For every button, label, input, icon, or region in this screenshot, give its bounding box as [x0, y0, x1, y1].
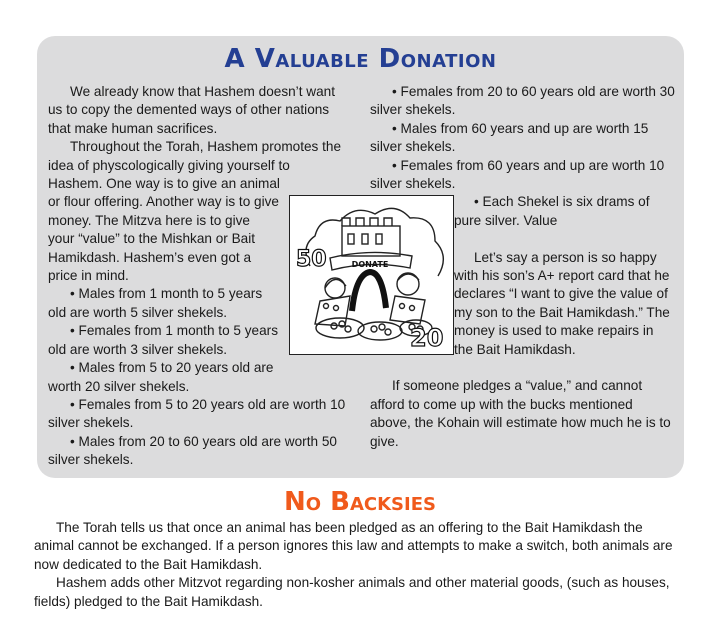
- list-item: • Males from 60 years and up are worth 15 silver shekels.: [370, 120, 649, 155]
- list-item: • Females from 1 month to 5 years old are worth 3 silver shekels.: [48, 323, 278, 357]
- number-20: 20: [410, 324, 444, 352]
- list-item: • Females from 20 to 60 years old are worth 30 silver shekels.: [370, 84, 675, 118]
- paragraph: Throughout the Torah, Hashem promotes the idea of physcologically giving yourself to: [48, 139, 342, 173]
- list-item: • Males from 20 to 60 years old are worth 50 silver shekels.: [48, 433, 337, 468]
- section-title-no-backsies: No Backsies: [284, 487, 436, 517]
- list-item: • Females from 60 years and up are worth 10 silver shekels.: [370, 157, 665, 192]
- section-title-valuable-donation: A Valuable Donation: [224, 44, 497, 74]
- paragraph: If someone pledges a “value,” and cannot afford to come up with the bucks mentioned above, the Kohain will estimate how much he is to give.: [370, 378, 671, 449]
- number-50: 50: [296, 247, 327, 272]
- paragraph: Hashem adds other Mitzvot regarding non-kosher animals and other material goods, (such as houses, fields) pledged to the Bait Hamikdash.: [34, 575, 670, 609]
- sign-text: DONATE: [351, 260, 389, 269]
- illustration-donation: [289, 195, 454, 355]
- list-item: • Females from 5 to 20 years old are worth 10 silver shekels.: [48, 396, 346, 431]
- no-backsies-text: [34, 519, 684, 611]
- paragraph: Let’s say a person is so happy with his son’s A+ report card that he declares “I want to give the value of my son to the Bait Hamikdash.” The money is used to make repairs in the Bait Hamikdash.: [454, 249, 670, 357]
- donation-drawing-icon: [290, 196, 453, 354]
- list-item: • Males from 1 month to 5 years old are worth 5 silver shekels.: [48, 286, 263, 320]
- paragraph: We already know that Hashem doesn’t want us to copy the demented ways of other nations that make human sacrifices.: [48, 84, 335, 136]
- paragraph: Hashem. One way is to give an animal or flour offering. Another way is to give money. The Mitzva here is to give your “value” to the Mishkan or Bait Hamikdash. Hashem’s even got a price in mind.: [48, 176, 280, 284]
- paragraph: The Torah tells us that once an animal has been pledged as an offering to the Bait Hamikdash the animal cannot be exchanged. If a person ignores this law and attempts to make a switch, both animals are now dedicated to the Bait Hamikdash.: [34, 520, 673, 572]
- list-item: • Males from 5 to 20 years old are worth 20 silver shekels.: [48, 360, 274, 394]
- list-item: • Each Shekel is six drams of pure silver. Value: [454, 194, 650, 228]
